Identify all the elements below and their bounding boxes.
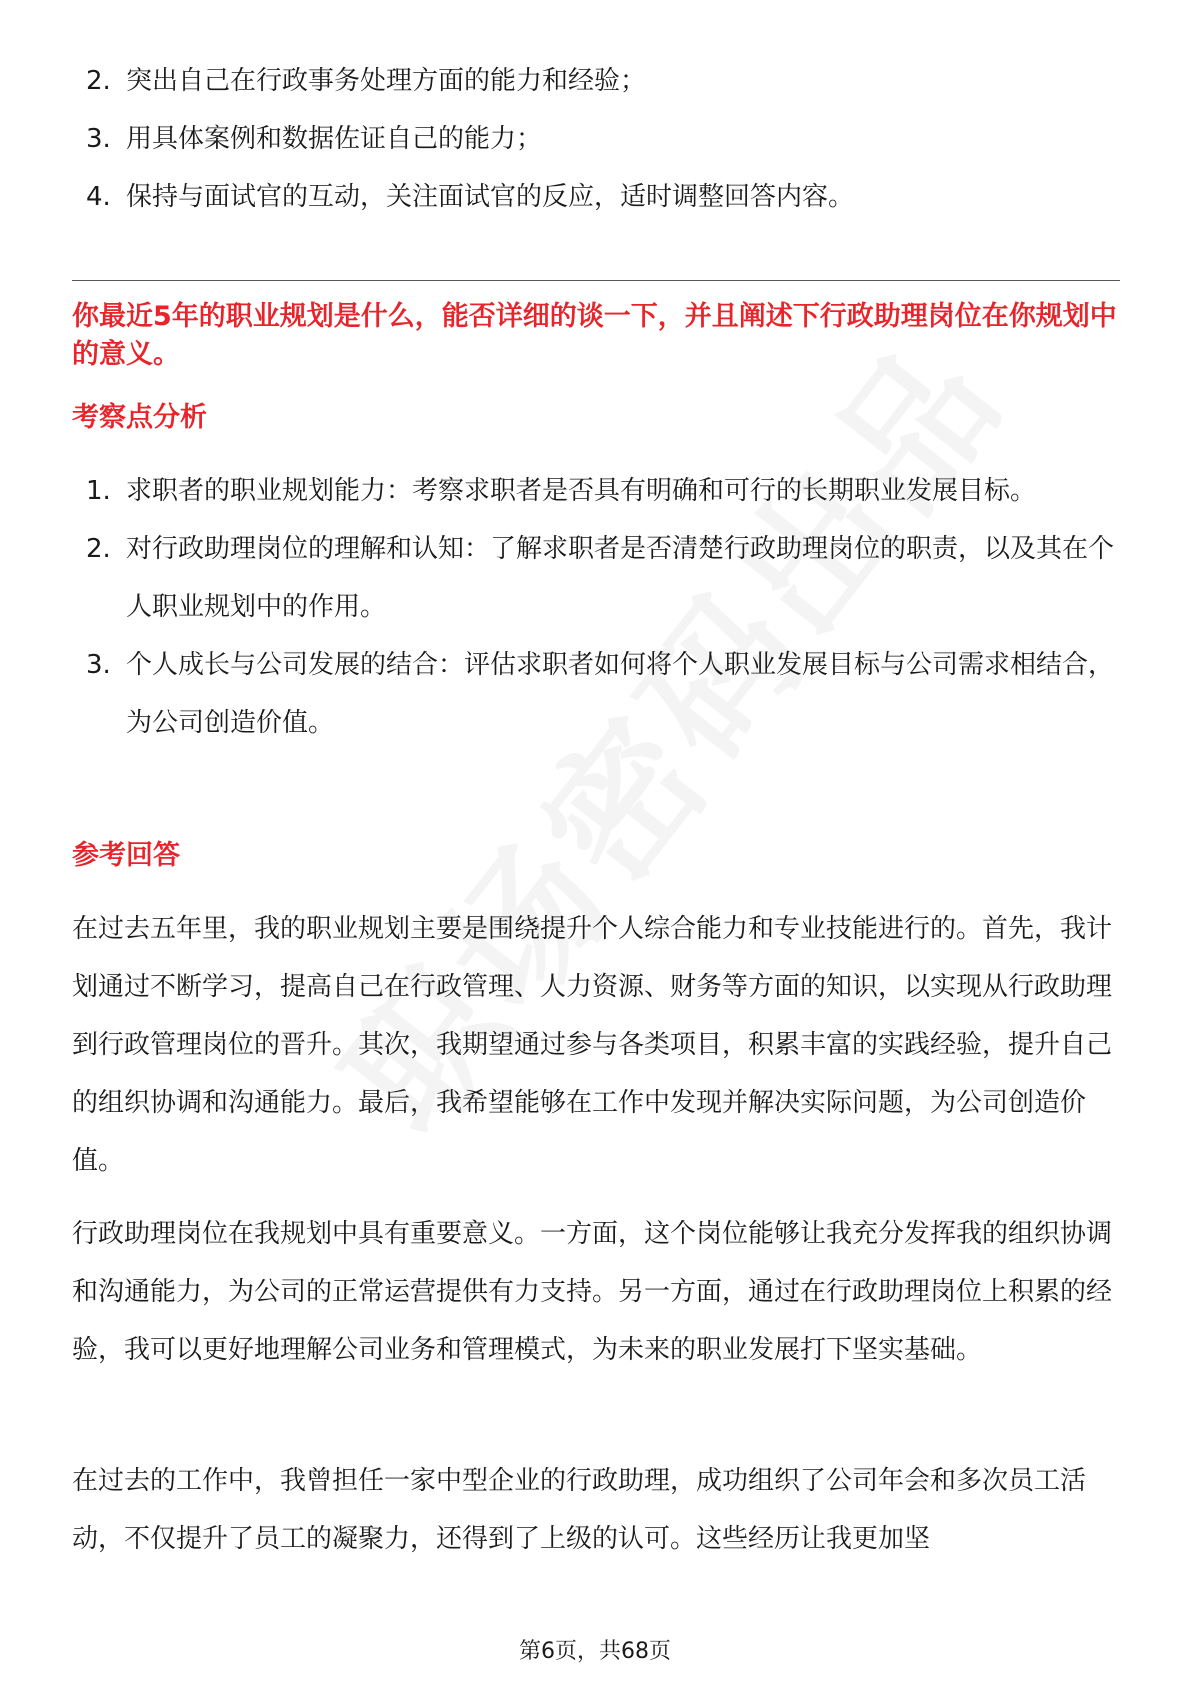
list-item-text: 用具体案例和数据佐证自己的能力； [126,124,543,154]
list-item-number: 2. [86,66,111,96]
list-item-text: 求职者的职业规划能力：考察求职者是否具有明确和可行的长期职业发展目标。 [126,476,1037,506]
section-divider [72,280,1120,281]
analysis-heading: 考察点分析 [72,402,207,433]
answer-paragraph: 行政助理岗位在我规划中具有重要意义。一方面，这个岗位能够让我充分发挥我的组织协调和沟通能力，为公司的正常运营提供有力支持。另一方面，通过在行政助理岗位上积累的经验，我可以更好地理解公司业务和管理模式，为未来的职业发展打下坚实基础。 [72,1219,1113,1365]
page-number-footer: 第6页，共68页 [519,1639,671,1664]
list-item [72,168,1122,226]
list-item-text: 保持与面试官的互动，关注面试官的反应，适时调整回答内容。 [126,182,855,212]
list-item-text: 对行政助理岗位的理解和认知：了解求职者是否清楚行政助理岗位的职责，以及其在个人职业规划中的作用。 [126,534,1115,622]
list-item [72,636,1122,752]
list-item [72,462,1122,520]
answer-heading: 参考回答 [72,840,180,871]
list-item [72,110,1122,168]
list-item-text: 个人成长与公司发展的结合：评估求职者如何将个人职业发展目标与公司需求相结合，为公司创造价值。 [126,650,1115,738]
list-item-number: 4. [86,182,111,212]
analysis-list [72,462,1122,752]
list-item-number: 1. [86,476,111,506]
list-item-number: 2. [86,534,111,564]
list-item-number: 3. [86,124,111,154]
list-item [72,520,1122,636]
list-item-text: 突出自己在行政事务处理方面的能力和经验； [126,66,647,96]
answer-paragraph: 在过去五年里，我的职业规划主要是围绕提升个人综合能力和专业技能进行的。首先，我计划通过不断学习，提高自己在行政管理、人力资源、财务等方面的知识，以实现从行政助理到行政管理岗位的晋升。其次，我期望通过参与各类项目，积累丰富的实践经验，提升自己的组织协调和沟通能力。最后，我希望能够在工作中发现并解决实际问题，为公司创造价值。 [72,914,1113,1176]
previous-tips-list [72,52,1122,226]
interview-question: 你最近5年的职业规划是什么，能否详细的谈一下，并且阐述下行政助理岗位在你规划中的意义。 [72,301,1117,370]
list-item-number: 3. [86,650,111,680]
list-item [72,52,1122,110]
answer-paragraph: 在过去的工作中，我曾担任一家中型企业的行政助理，成功组织了公司年会和多次员工活动，不仅提升了员工的凝聚力，还得到了上级的认可。这些经历让我更加坚 [72,1466,1087,1554]
